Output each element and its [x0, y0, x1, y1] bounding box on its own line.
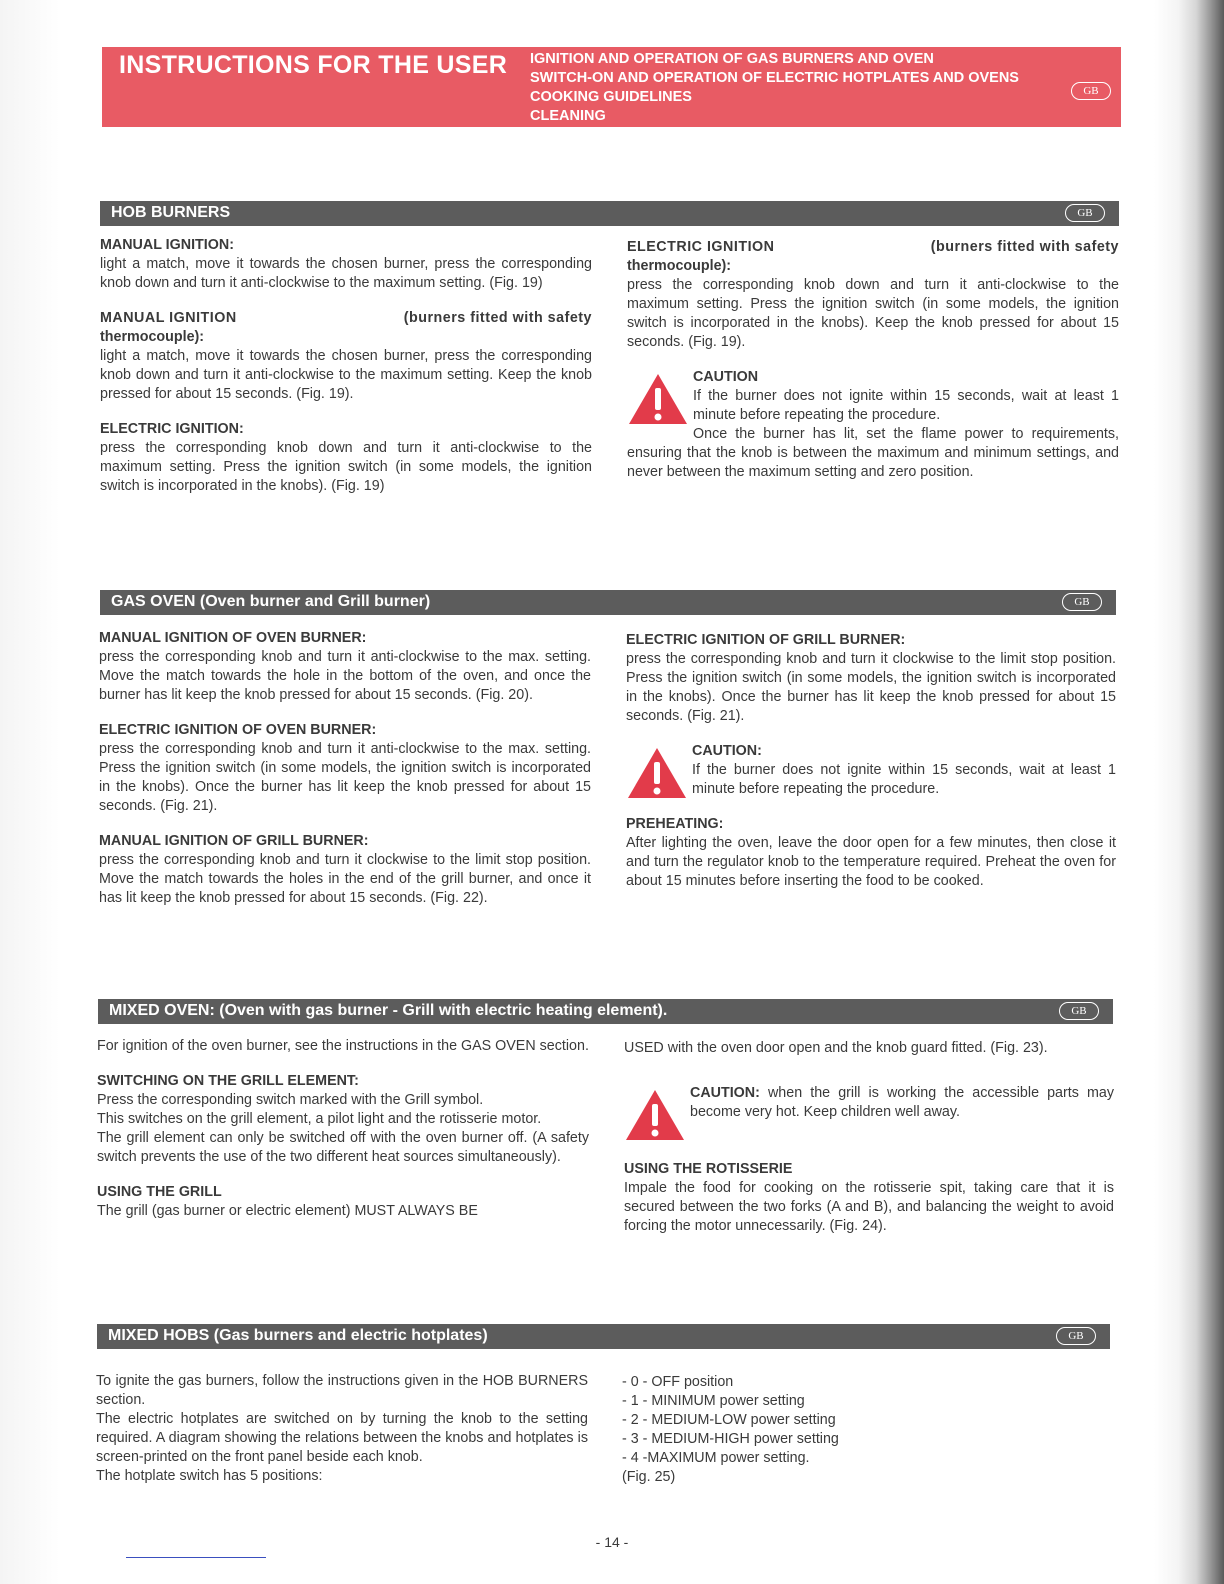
- gas-oven-left-column: [99, 629, 591, 908]
- section-title: MIXED HOBS (Gas burners and electric hotplates): [108, 1327, 488, 1344]
- topic-item: IGNITION AND OPERATION OF GAS BURNERS AND OVEN: [530, 51, 934, 67]
- using-grill-heading: USING THE GRILL: [97, 1184, 222, 1200]
- electric-thermo-heading-cont: thermocouple):: [627, 258, 732, 274]
- binding-shadow: [1154, 0, 1224, 1584]
- topic-item: CLEANING: [530, 108, 606, 124]
- electric-thermo-heading: [627, 238, 1119, 257]
- mixed-hobs-text: The electric hotplates are switched on by turning the knob to the setting required. A diagram showing the relations between the knobs and hotplates is screen-printed on the front panel beside each knob.: [96, 1411, 588, 1465]
- page-title: INSTRUCTIONS FOR THE USER: [119, 51, 508, 79]
- switch-position-list: [622, 1373, 1112, 1468]
- list-item: - 4 -MAXIMUM power setting.: [622, 1450, 810, 1466]
- hob-burners-left-column: [100, 236, 592, 496]
- electric-grill-heading: ELECTRIC IGNITION OF GRILL BURNER:: [626, 632, 906, 648]
- manual-grill-text: press the corresponding knob and turn it clockwise to the limit stop position. Move the match towards the holes in the end of the grill burner, and once it has lit keep the knob pressed for about 15 seconds. (Fig. 22).: [99, 852, 591, 906]
- using-grill-text-cont: USED with the oven door open and the knob guard fitted. (Fig. 23).: [624, 1040, 1048, 1056]
- caution-text: [690, 1084, 1114, 1122]
- heading-part: (burners fitted with safety: [930, 239, 1119, 255]
- heading-part: (burners fitted with safety: [403, 310, 592, 326]
- footer-rule: [126, 1557, 266, 1558]
- topic-list: [530, 50, 1019, 126]
- caution-text: If the burner does not ignite within 15 seconds, wait at least 1 minute before repeating the procedure.: [692, 762, 1116, 797]
- grill-element-text: This switches on the grill element, a pilot light and the rotisserie motor.: [97, 1111, 542, 1127]
- heading-part: ELECTRIC IGNITION: [627, 239, 775, 255]
- warning-triangle-icon: [624, 1088, 686, 1142]
- caution-text-2: Once the burner has lit, set the flame power to requirements, ensuring that the knob is between the maximum and minimum settings, and never between the maximum setting and zero position.: [627, 426, 1119, 480]
- grill-element-text: Press the corresponding switch marked with the Grill symbol.: [97, 1092, 484, 1108]
- topic-item: SWITCH-ON AND OPERATION OF ELECTRIC HOTPLATES AND OVENS: [530, 70, 1019, 86]
- caution-heading: CAUTION:: [690, 1085, 760, 1101]
- caution-content: [627, 368, 1119, 425]
- page-left-shade: [0, 0, 60, 1584]
- section-bar-gas-oven: [100, 590, 1116, 615]
- gas-oven-right-column: [626, 631, 1116, 891]
- caution-heading: CAUTION:: [692, 743, 762, 759]
- heading-part: MANUAL IGNITION: [100, 310, 237, 326]
- using-grill-text: The grill (gas burner or electric element) MUST ALWAYS BE: [97, 1203, 478, 1219]
- list-item: - 3 - MEDIUM-HIGH power setting: [622, 1431, 839, 1447]
- electric-oven-heading: ELECTRIC IGNITION OF OVEN BURNER:: [99, 722, 377, 738]
- list-item: - 1 - MINIMUM power setting: [622, 1393, 805, 1409]
- list-item: - 0 - OFF position: [622, 1374, 734, 1390]
- gb-badge: GB: [1065, 204, 1105, 222]
- manual-thermo-heading-cont: thermocouple):: [100, 329, 205, 345]
- section-bar-mixed-oven: [98, 999, 1113, 1024]
- rotisserie-text: Impale the food for cooking on the rotisserie spit, taking care that it is secured between the two forks (A and B), and balancing the weight to avoid forcing the motor unnecessarily. (Fig. 24).: [624, 1180, 1114, 1234]
- caution-body: when the grill is working the accessible parts may become very hot. Keep children well away.: [690, 1085, 1114, 1120]
- list-item: - 2 - MEDIUM-LOW power setting: [622, 1412, 836, 1428]
- page-number: - 14 -: [595, 1534, 629, 1550]
- electric-thermo-text: press the corresponding knob down and turn it anti-clockwise to the maximum setting. Press the ignition switch (in some models, the ignition switch is incorporated in the knobs). Keep the knob pressed for about 15 seconds. (Fig. 19).: [627, 277, 1119, 350]
- gb-badge: GB: [1071, 82, 1111, 100]
- caution-heading: CAUTION: [693, 369, 759, 385]
- caution-box: [626, 742, 1116, 799]
- preheating-text: After lighting the oven, leave the door open for a few minutes, then close it and turn the regulator knob to the temperature required. Preheat the oven for about 15 minutes before inserting the food to be cooked.: [626, 835, 1116, 889]
- manual-oven-text: press the corresponding knob and turn it anti-clockwise to the max. setting. Move the match towards the hole in the bottom of the oven, and once the burner has lit keep the knob pressed for about 15 seconds. (Fig. 20).: [99, 649, 591, 703]
- section-title: HOB BURNERS: [111, 204, 231, 221]
- grill-element-heading: SWITCHING ON THE GRILL ELEMENT:: [97, 1073, 359, 1089]
- mixed-oven-right-column: [624, 1039, 1114, 1236]
- preheating-heading: PREHEATING:: [626, 816, 724, 832]
- electric-grill-text: press the corresponding knob and turn it clockwise to the limit stop position. Press the ignition switch (in some models, the ignition switch is incorporated in the knobs). Once the burner has lit keep the knob pressed for about 15 seconds. (Fig. 21).: [626, 651, 1116, 724]
- warning-triangle-icon: [627, 372, 689, 426]
- section-bar-mixed-hobs: [97, 1324, 1110, 1349]
- section-title: GAS OVEN (Oven burner and Grill burner): [111, 593, 431, 610]
- section-bar-hob-burners: [100, 201, 1119, 226]
- manual-ignition-text: light a match, move it towards the chosen burner, press the corresponding knob down and turn it anti-clockwise to the maximum setting. (Fig. 19): [100, 256, 592, 291]
- caution-text: If the burner does not ignite within 15 seconds, wait at least 1 minute before repeating the procedure.: [693, 388, 1119, 423]
- warning-triangle-icon: [626, 746, 688, 800]
- topic-item: COOKING GUIDELINES: [530, 89, 692, 105]
- grill-element-text: The grill element can only be switched off with the oven burner off. (A safety switch prevents the use of the two different heat sources simultaneously).: [97, 1130, 589, 1165]
- mixed-hobs-text: To ignite the gas burners, follow the instructions given in the HOB BURNERS section.: [96, 1373, 588, 1408]
- rotisserie-heading: USING THE ROTISSERIE: [624, 1161, 793, 1177]
- caution-content: [626, 742, 1116, 799]
- caution-box: [624, 1084, 1114, 1144]
- caution-content: [624, 1084, 1114, 1122]
- top-banner: [102, 47, 1121, 127]
- gb-badge: GB: [1056, 1327, 1096, 1345]
- mixed-oven-left-column: [97, 1037, 589, 1221]
- mixed-hobs-left-column: [96, 1372, 588, 1486]
- manual-thermo-text: light a match, move it towards the chosen burner, press the corresponding knob down and turn it anti-clockwise to the maximum setting. Keep the knob pressed for about 15 seconds. (Fig. 19).: [100, 348, 592, 402]
- gb-badge: GB: [1062, 593, 1102, 611]
- manual-ignition-heading: MANUAL IGNITION:: [100, 237, 234, 253]
- manual-grill-heading: MANUAL IGNITION OF GRILL BURNER:: [99, 833, 369, 849]
- mixed-hobs-right-column: [622, 1373, 1112, 1487]
- electric-oven-text: press the corresponding knob and turn it anti-clockwise to the max. setting. Press the ignition switch (in some models, the ignition switch is incorporated in the knobs). Once the burner has lit keep the knob pressed for about 15 seconds. (Fig. 21).: [99, 741, 591, 814]
- manual-thermo-heading: [100, 309, 592, 328]
- electric-ignition-heading: ELECTRIC IGNITION:: [100, 421, 244, 437]
- figure-reference: (Fig. 25): [622, 1469, 676, 1485]
- section-title: MIXED OVEN: (Oven with gas burner - Grill with electric heating element).: [109, 1002, 668, 1019]
- mixed-oven-intro: For ignition of the oven burner, see the instructions in the GAS OVEN section.: [97, 1038, 589, 1054]
- electric-ignition-text: press the corresponding knob down and turn it anti-clockwise to the maximum setting. Press the ignition switch (in some models, the ignition switch is incorporated in the knobs). (Fig. 19): [100, 440, 592, 494]
- hob-burners-right-column: [627, 238, 1119, 482]
- manual-oven-heading: MANUAL IGNITION OF OVEN BURNER:: [99, 630, 367, 646]
- gb-badge: GB: [1059, 1002, 1099, 1020]
- mixed-hobs-text: The hotplate switch has 5 positions:: [96, 1468, 323, 1484]
- caution-box: [627, 368, 1119, 482]
